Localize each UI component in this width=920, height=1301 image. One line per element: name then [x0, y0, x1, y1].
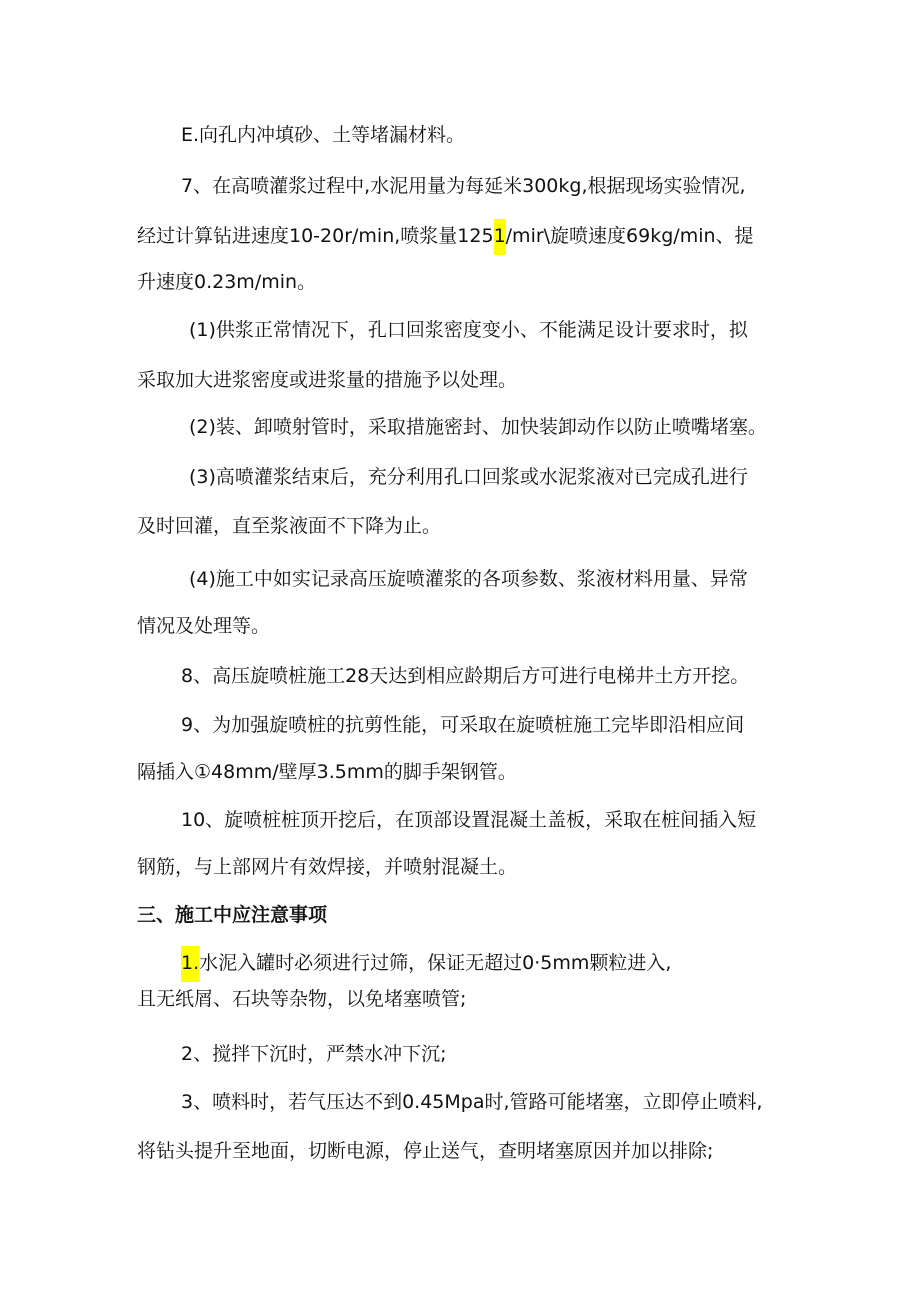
note-line-3b: [137, 1137, 713, 1165]
note-line-2: [181, 1040, 447, 1068]
paragraph-line-8: [181, 662, 749, 690]
paragraph-line-1a: [189, 316, 748, 344]
note-line-1a: [181, 949, 671, 977]
line-text: 且无纸屑、石块等杂物，以免堵塞喷管;: [137, 988, 467, 1010]
line-text: 10、旋喷桩桩顶开挖后，在顶部设置混凝土盖板，采取在桩间插入短: [181, 809, 757, 831]
highlighted-text: 1: [494, 219, 506, 255]
line-text: 钢筋，与上部网片有效焊接，并喷射混凝土。: [137, 856, 518, 878]
paragraph-line-1b: [137, 366, 517, 394]
highlighted-text: 1.: [181, 946, 199, 982]
line-text: 采取加大进浆密度或进浆量的措施予以处理。: [137, 369, 518, 391]
paragraph-line-10a: [181, 806, 756, 834]
line-text: 经过计算钻进速度10-20r/min,喷浆量125: [137, 225, 494, 247]
line-text: 7、在高喷灌浆过程中,水泥用量为每延米300kg,根据现场实验情况,: [181, 175, 746, 197]
line-text: 及时回灌，直至浆液面不下降为止。: [137, 515, 442, 537]
line-text: 2、搅拌下沉时，严禁水冲下沉;: [181, 1043, 447, 1065]
line-text: 3、喷料时，若气压达不到0.45Mpa时,管路可能堵塞，立即停止喷料,: [181, 1091, 763, 1113]
line-text: E.向孔内冲填砂、土等堵漏材料。: [181, 124, 466, 146]
line-text: 8、高压旋喷桩施工28天达到相应龄期后方可进行电梯井土方开挖。: [181, 665, 750, 687]
paragraph-line-7c: [137, 268, 316, 296]
paragraph-line-7a: [181, 172, 746, 200]
paragraph-line-7b: [137, 222, 754, 250]
paragraph-line-3a: [189, 463, 748, 491]
section-heading: [137, 901, 327, 929]
paragraph-line-4b: [137, 612, 270, 640]
heading-text: 三、施工中应注意事项: [137, 904, 328, 926]
paragraph-line-2: [189, 413, 767, 441]
line-text: 9、为加强旋喷桩的抗剪性能，可采取在旋喷桩施工完毕即沿相应间: [181, 714, 745, 736]
paragraph-line-4a: [189, 565, 748, 593]
line-text: /mir\旋喷速度69kg/min、提: [505, 225, 754, 247]
line-text: (4)施工中如实记录高压旋喷灌浆的各项参数、浆液材料用量、异常: [189, 568, 748, 590]
note-line-3a: [181, 1088, 763, 1116]
line-text: 升速度0.23m/min。: [137, 271, 317, 293]
line-text: (2)装、卸喷射管时，采取措施密封、加快装卸动作以防止喷嘴堵塞。: [189, 416, 767, 438]
line-text: (1)供浆正常情况下，孔口回浆密度变小、不能满足设计要求时，拟: [189, 319, 748, 341]
paragraph-line-3b: [137, 512, 441, 540]
paragraph-line-9a: [181, 711, 744, 739]
note-line-1b: [137, 985, 466, 1013]
line-text: 情况及处理等。: [137, 615, 271, 637]
line-text: 水泥入罐时必须进行过筛，保证无超过0·5mm颗粒进入,: [199, 952, 672, 974]
paragraph-line-10b: [137, 853, 517, 881]
line-text: 将钻头提升至地面，切断电源，停止送气，查明堵塞原因并加以排除;: [137, 1140, 714, 1162]
line-text: (3)高喷灌浆结束后，充分利用孔口回浆或水泥浆液对已完成孔进行: [189, 466, 748, 488]
paragraph-line-e: [181, 121, 465, 149]
line-text: 隔插入①48mm/壁厚3.5mm的脚手架钢管。: [137, 761, 517, 783]
paragraph-line-9b: [137, 758, 517, 786]
